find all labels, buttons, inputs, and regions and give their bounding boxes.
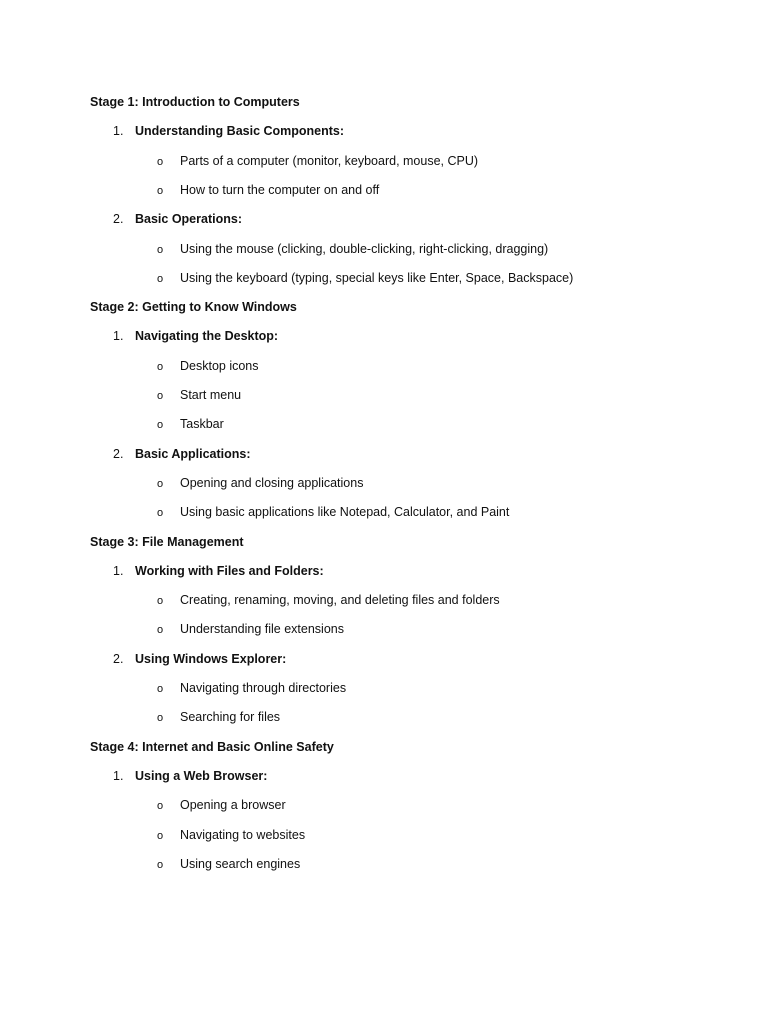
bullet-text: Using the keyboard (typing, special keys like Enter, Space, Backspace): [180, 271, 574, 285]
numbered-item: [113, 328, 278, 344]
stage-heading: Stage 2: Getting to Know Windows: [90, 300, 297, 314]
item-heading: Basic Applications:: [135, 447, 251, 461]
bullet-text: How to turn the computer on and off: [180, 183, 380, 197]
bullet-item: [157, 475, 363, 492]
hollow-bullet-icon: o: [157, 624, 164, 636]
bullet-text: Navigating to websites: [180, 828, 306, 842]
numbered-item: [113, 446, 251, 462]
bullet-item: [157, 592, 500, 609]
bullet-item: [157, 827, 305, 844]
bullet-text: Opening a browser: [180, 798, 286, 812]
bullet-text: Parts of a computer (monitor, keyboard, mouse, CPU): [180, 154, 479, 168]
bullet-item: [157, 709, 280, 726]
numbered-item: [113, 768, 267, 784]
item-number: 2.: [113, 447, 124, 461]
item-number: 1.: [113, 769, 124, 783]
hollow-bullet-icon: o: [157, 595, 164, 607]
bullet-item: [157, 270, 573, 287]
bullet-text: Opening and closing applications: [180, 476, 364, 490]
bullet-text: Using the mouse (clicking, double-clicking, right-clicking, dragging): [180, 242, 549, 256]
bullet-item: [157, 621, 344, 638]
bullet-item: [157, 241, 548, 258]
stage-heading: Stage 4: Internet and Basic Online Safety: [90, 740, 334, 754]
hollow-bullet-icon: o: [157, 478, 164, 490]
item-number: 1.: [113, 564, 124, 578]
hollow-bullet-icon: o: [157, 156, 164, 168]
hollow-bullet-icon: o: [157, 859, 164, 871]
bullet-item: [157, 153, 478, 170]
stage-heading: Stage 1: Introduction to Computers: [90, 95, 300, 109]
item-heading: Navigating the Desktop:: [135, 329, 279, 343]
hollow-bullet-icon: o: [157, 419, 164, 431]
bullet-text: Using search engines: [180, 857, 301, 871]
bullet-item: [157, 680, 346, 697]
hollow-bullet-icon: o: [157, 830, 164, 842]
item-number: 1.: [113, 329, 124, 343]
bullet-text: Understanding file extensions: [180, 622, 344, 636]
item-heading: Using Windows Explorer:: [135, 652, 287, 666]
hollow-bullet-icon: o: [157, 185, 164, 197]
bullet-text: Start menu: [180, 388, 242, 402]
bullet-text: Using basic applications like Notepad, Calculator, and Paint: [180, 505, 510, 519]
hollow-bullet-icon: o: [157, 712, 164, 724]
numbered-item: [113, 563, 324, 579]
bullet-item: [157, 416, 224, 433]
hollow-bullet-icon: o: [157, 390, 164, 402]
bullet-text: Creating, renaming, moving, and deleting files and folders: [180, 593, 500, 607]
bullet-text: Navigating through directories: [180, 681, 347, 695]
hollow-bullet-icon: o: [157, 507, 164, 519]
item-heading: Understanding Basic Components:: [135, 124, 345, 138]
item-heading: Basic Operations:: [135, 212, 242, 226]
bullet-text: Desktop icons: [180, 359, 259, 373]
numbered-item: [113, 123, 344, 139]
item-number: 2.: [113, 652, 124, 666]
bullet-item: [157, 182, 379, 199]
numbered-item: [113, 651, 286, 667]
item-heading: Using a Web Browser:: [135, 769, 268, 783]
hollow-bullet-icon: o: [157, 244, 164, 256]
bullet-item: [157, 504, 509, 521]
stage-heading: Stage 3: File Management: [90, 535, 244, 549]
hollow-bullet-icon: o: [157, 273, 164, 285]
bullet-text: Searching for files: [180, 710, 281, 724]
hollow-bullet-icon: o: [157, 683, 164, 695]
bullet-item: [157, 856, 300, 873]
item-number: 2.: [113, 212, 124, 226]
bullet-item: [157, 358, 259, 375]
hollow-bullet-icon: o: [157, 361, 164, 373]
numbered-item: [113, 211, 242, 227]
bullet-item: [157, 797, 286, 814]
bullet-text: Taskbar: [180, 417, 224, 431]
item-heading: Working with Files and Folders:: [135, 564, 324, 578]
hollow-bullet-icon: o: [157, 800, 164, 812]
bullet-item: [157, 387, 241, 404]
item-number: 1.: [113, 124, 124, 138]
